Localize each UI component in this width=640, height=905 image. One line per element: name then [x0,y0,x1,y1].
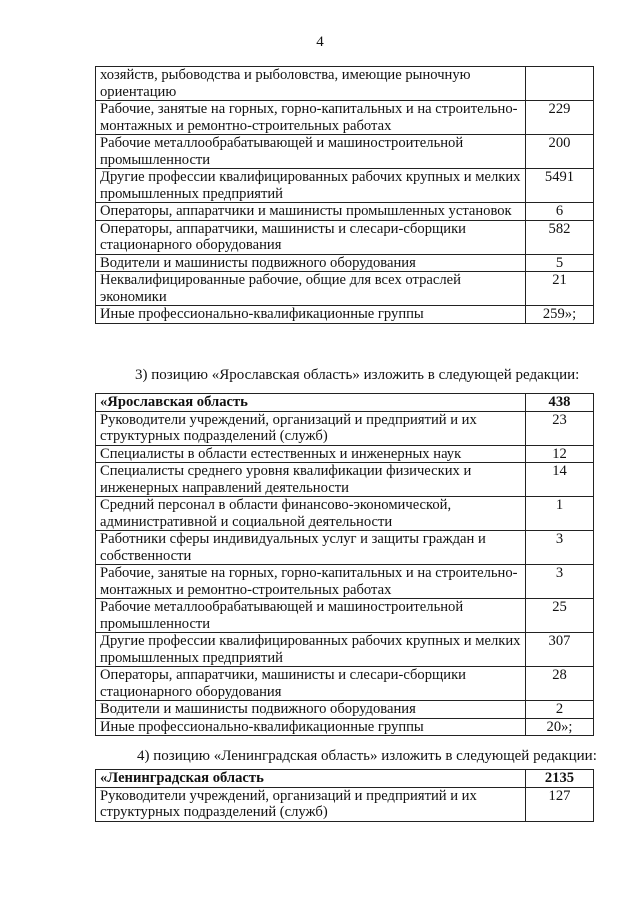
occupation-group-label: Неквалифицированные рабочие, общие для всех отраслей экономики [96,272,526,306]
region-header-row [96,770,594,788]
paragraph-yaroslavl-amendment: 3) позицию «Ярославская область» изложить в следующей редакции: [135,367,580,383]
quota-value: 21 [526,272,594,306]
quota-value: 2135 [526,770,594,788]
table-row [96,599,594,633]
table-row [96,531,594,565]
quota-value: 200 [526,135,594,169]
occupation-group-label: Рабочие, занятые на горных, горно-капитальных и на строительно-монтажных и ремонтно-строительных работах [96,101,526,135]
occupation-group-label: Рабочие металлообрабатывающей и машиностроительной промышленности [96,135,526,169]
leningrad-region-table [95,769,594,822]
table-row [96,667,594,701]
occupation-group-label: Операторы, аппаратчики и машинисты промышленных установок [96,203,526,221]
quota-value: 582 [526,220,594,254]
quota-value: 28 [526,667,594,701]
table3-body [96,770,594,822]
occupation-group-label: Специалисты среднего уровня квалификации физических и инженерных направлений деятельности [96,463,526,497]
table-row [96,254,594,272]
occupation-group-label: «Ярославская область [96,394,526,412]
table-row [96,565,594,599]
quota-value: 12 [526,445,594,463]
occupation-group-label: Водители и машинисты подвижного оборудования [96,254,526,272]
table-row [96,101,594,135]
occupation-table-continued [95,66,594,324]
quota-value: 25 [526,599,594,633]
quota-value: 5 [526,254,594,272]
table1-body [96,67,594,324]
quota-value: 6 [526,203,594,221]
occupation-group-label: Специалисты в области естественных и инженерных наук [96,445,526,463]
occupation-group-label: Средний персонал в области финансово-экономической, административной и социальной деятельности [96,497,526,531]
quota-value [526,67,594,101]
occupation-group-label: хозяйств, рыбоводства и рыболовства, имеющие рыночную ориентацию [96,67,526,101]
occupation-group-label: Руководители учреждений, организаций и предприятий и их структурных подразделений (служб) [96,411,526,445]
table-row [96,220,594,254]
table-row [96,203,594,221]
table-row [96,701,594,719]
occupation-group-label: Иные профессионально-квалификационные группы [96,306,526,324]
quota-value: 5491 [526,169,594,203]
table-row [96,135,594,169]
table-row [96,463,594,497]
table-row [96,633,594,667]
quota-value: 1 [526,497,594,531]
occupation-group-label: Водители и машинисты подвижного оборудования [96,701,526,719]
yaroslavl-region-table [95,393,594,736]
table-row [96,787,594,821]
quota-value: 20»; [526,718,594,736]
occupation-group-label: «Ленинградская область [96,770,526,788]
quota-value: 2 [526,701,594,719]
occupation-group-label: Операторы, аппаратчики, машинисты и слесари-сборщики стационарного оборудования [96,667,526,701]
quota-value: 3 [526,531,594,565]
table-row [96,411,594,445]
quota-value: 307 [526,633,594,667]
occupation-group-label: Рабочие, занятые на горных, горно-капитальных и на строительно-монтажных и ремонтно-строительных работах [96,565,526,599]
region-header-row [96,394,594,412]
table-row [96,718,594,736]
quota-value: 229 [526,101,594,135]
quota-value: 14 [526,463,594,497]
table-row [96,272,594,306]
occupation-group-label: Другие профессии квалифицированных рабочих крупных и мелких промышленных предприятий [96,633,526,667]
occupation-group-label: Иные профессионально-квалификационные группы [96,718,526,736]
table-row [96,67,594,101]
quota-value: 127 [526,787,594,821]
occupation-group-label: Работники сферы индивидуальных услуг и защиты граждан и собственности [96,531,526,565]
quota-value: 259»; [526,306,594,324]
table-row [96,497,594,531]
quota-value: 438 [526,394,594,412]
occupation-group-label: Рабочие металлообрабатывающей и машиностроительной промышленности [96,599,526,633]
table-row [96,445,594,463]
paragraph-leningrad-amendment: 4) позицию «Ленинградская область» изложить в следующей редакции: [137,748,597,764]
occupation-group-label: Руководители учреждений, организаций и предприятий и их структурных подразделений (служб) [96,787,526,821]
occupation-group-label: Другие профессии квалифицированных рабочих крупных и мелких промышленных предприятий [96,169,526,203]
quota-value: 23 [526,411,594,445]
quota-value: 3 [526,565,594,599]
occupation-group-label: Операторы, аппаратчики, машинисты и слесари-сборщики стационарного оборудования [96,220,526,254]
table2-body [96,394,594,736]
page-number: 4 [316,34,324,50]
table-row [96,169,594,203]
table-row [96,306,594,324]
